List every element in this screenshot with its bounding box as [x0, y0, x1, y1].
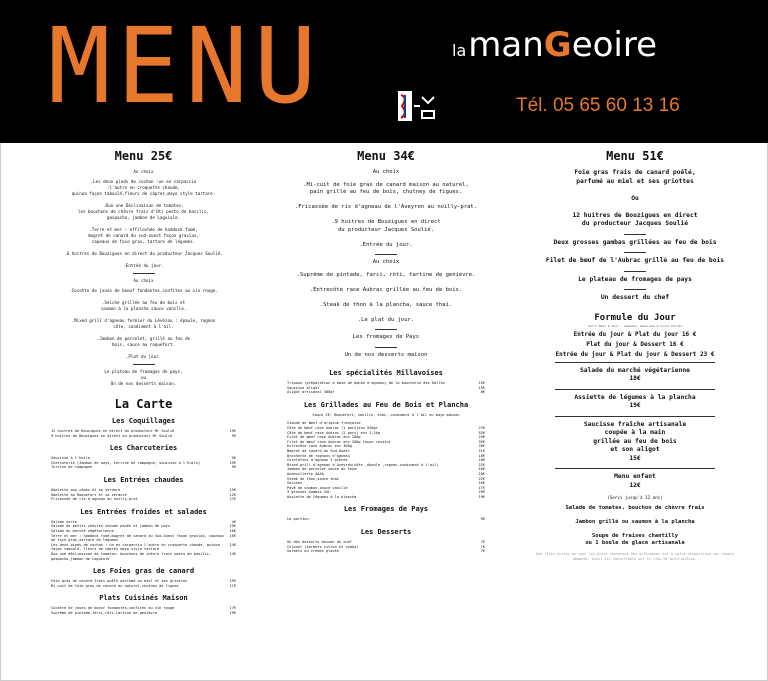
price-row [287, 517, 485, 522]
item-name: Duo une déclinaison de tomates: bouchons de chèvre frais pesto de basilic, gaspacho,jambon de Laguiole [51, 551, 212, 561]
item-price: 17€ [478, 485, 485, 490]
item-name: Cotelettes d'agneau 3 pièces [287, 458, 348, 463]
grillades-list [287, 421, 485, 499]
item-price: 17€ [229, 497, 236, 502]
item-name: Filet de bœuf race Aubrac env 200g [287, 435, 361, 440]
grillades-title: Les Grillades au Feu de Bois et Plancha [303, 400, 469, 409]
item-price: 26€ [478, 444, 485, 449]
divider [375, 254, 397, 255]
item-price: 14€ [229, 542, 236, 547]
item-name: Mi-cuit de foie gras de canard au naturel,chutney de figues [51, 583, 179, 588]
item-name: Filet de bœuf race Aubrac env 200g façon rossini [287, 439, 391, 444]
carte-sections [51, 417, 236, 615]
price-row [287, 495, 485, 500]
item-name: Foie gras de canard frais poêlé parfumé au miel et ses griottes [51, 579, 188, 584]
item-price: 19€ [478, 494, 485, 499]
price-row [51, 434, 236, 439]
item-price: 19€ [229, 429, 236, 433]
item-name: Cocotte de joues de boeuf fondantes,confites au vin rouge [51, 606, 175, 611]
item-name: Steak de thon,sauce thai [287, 476, 339, 481]
item-price: 15€ [229, 460, 236, 465]
divider [624, 271, 646, 272]
assiette-item: Assiette de légumes à la plancha 19€ [574, 393, 696, 409]
choice-label: Au choix [372, 259, 400, 265]
menu-51-title: Menu 51€ [606, 149, 664, 163]
formule-row: Plat du jour & Dessert 16 € [586, 340, 684, 348]
divider [555, 468, 715, 469]
item-price: 19€ [229, 610, 236, 615]
price-row [51, 611, 236, 616]
menu-34-column [287, 149, 485, 558]
item-price: 27€ [478, 425, 485, 430]
price-row [51, 584, 236, 589]
fromages-title: Les Fromages de Pays [343, 505, 429, 514]
divider [555, 389, 715, 390]
item-name: Pavé de saumon,sauce vanille [287, 485, 348, 490]
item-price: 12€ [229, 492, 236, 497]
carte-title: La Carte [114, 397, 173, 411]
item-name: Mixed grill d'agneau d'Aveyron(côte ,épaule ,rognon,condiment à l'ail) [287, 462, 439, 467]
menu-34-starters: .Mi-cuit de foie gras de canard maison au naturel, pain grillé au feu de bois, chutney de figues. .Fricassée de ris d'agneau de l'Aveyron au noilly-prat. .9 huitres de Bouzigues en direct du producteur Jacques Soulié. .Entrée du jour. [294, 181, 478, 248]
price-row [287, 549, 485, 554]
item-price: 7€ [480, 544, 485, 549]
divider [133, 364, 155, 365]
choice-label: Au choix [372, 169, 400, 175]
carte-section-list [51, 606, 236, 615]
specialites-list [287, 381, 485, 395]
divider [375, 347, 397, 348]
item-name: Saucisse aligot [287, 385, 320, 390]
salade-item: Salade du marché végétarienne 18€ [580, 366, 690, 382]
item-name: Saucisse à l'huile [51, 456, 90, 461]
menu-enfant: Menu enfant 12€ [614, 473, 656, 489]
price-row [51, 552, 236, 561]
menu-51-beef: Filet de bœuf de l'Aubrac grillé au feu de bois [545, 257, 725, 264]
restaurant-badge-icon [398, 91, 436, 121]
item-name: Suprême de pintade,farci,rôti,tartine de genièvre [51, 610, 158, 615]
carte-section-title: Les Coquillages [111, 417, 176, 425]
divider [624, 234, 646, 235]
menu-34-dessert: Un de nos desserts maison [344, 351, 428, 358]
item-price: 52€ [478, 430, 485, 435]
price-row [51, 465, 236, 470]
item-name: Andouillette AAAA [287, 471, 324, 476]
item-price: 29€ [478, 490, 485, 495]
item-price: 18€ [478, 453, 485, 458]
item-price: 18€ [229, 528, 236, 533]
item-name: Entrecôte race Aubrac env 300g [287, 444, 352, 449]
grillades-sauces: Sauce 2€: Roquefort, vanille, thai, condiment à l'ail ou mayo maison [312, 412, 460, 417]
item-name: Magret de canard du Sud-Ouest [287, 448, 350, 453]
item-price: 35€ [478, 439, 485, 444]
item-price: 16€ [478, 467, 485, 472]
item-name: Un des desserts maison du chef [287, 540, 352, 545]
menu-51-cheese: Le plateau de fromages de pays [578, 275, 692, 283]
formule-title: Formule du Jour [594, 312, 676, 323]
item-name: Salade verte [51, 519, 77, 524]
item-price: 15€ [478, 385, 485, 390]
item-price: 21€ [478, 448, 485, 453]
item-price: 17€ [229, 583, 236, 588]
item-name: Côte de bœuf race Aubrac (1 pers)env 550gr [287, 425, 378, 430]
restaurant-logo: lamanGeoire [452, 25, 658, 65]
menu-25-dessert: Le plateau de fromages de pays, ou Un de nos desserts maison. [104, 369, 183, 386]
item-name: Jambon de porcelet sauce au thym [287, 467, 357, 472]
carte-section-list [51, 429, 236, 438]
price-row [51, 497, 236, 502]
divider [624, 289, 646, 290]
item-price: 4€ [231, 519, 236, 524]
allergen-note: Une liste écrite de tous les plats contenant des allergènes est à votre disposition sur simple demande, ainsi est consultable sur le lieu de distribution. [535, 552, 735, 561]
item-name: Aligot artisanal 300gr [287, 390, 335, 395]
item-price: 16€ [229, 533, 236, 538]
item-price: 15€ [229, 487, 236, 492]
item-price: 9€ [231, 433, 236, 438]
carte-section-title: Les Entrées chaudes [103, 475, 184, 484]
item-name: Côte de bœuf race Aubrac (2 pers) env 1,2kg [287, 430, 381, 435]
menu-51-dessert: Un dessert du chef [600, 294, 670, 301]
item-name: Omelette aux cèpes et sa verdure [51, 487, 121, 492]
divider [375, 329, 397, 330]
item-name: La portion [287, 517, 309, 522]
item-name: Omelette au Roquefort et sa verdure [51, 492, 127, 497]
item-name: Les deux pieds de cochon : un en carpaccio l'autre en croquette chaude, quinoa façon taboulé, fleurs de câpres mayo style tartare [51, 542, 220, 552]
carte-section-title: Plats Cuisinés Maison [99, 594, 188, 603]
desserts-list [287, 540, 485, 554]
menu-34-cheese: Les fromages de Pays [352, 334, 420, 340]
item-name: Fricassée de ris d'agneau au noilly-prat [51, 497, 138, 502]
item-name: Salade de petits chèvres chauds panés et jambon de pays [51, 524, 170, 529]
item-price: 29€ [478, 435, 485, 440]
item-price: 9€ [231, 465, 236, 470]
item-price: 7€ [480, 540, 485, 545]
carte-section-title: Les Foies gras de canard [92, 567, 195, 576]
item-name: 12 huitres de Bouzigues en direct du producteur Mr Soulié [51, 429, 175, 433]
divider [555, 362, 715, 363]
item-name: Terre et mer : haddock fumé,magret de canard du Sud-Ouest façon gravlax, copeaux de foie gras,tartare de légumes [51, 533, 225, 543]
item-price: 8€ [480, 390, 485, 395]
menu-34-mains: .Suprême de pintade, farci, rôti, tartine de genièvre. .Entrecôte race Aubrac grillée au feu de bois. .Steak de thon à la plancha, sauce thai. .Le plat du jour. [296, 271, 476, 323]
formule-row: Entrée du jour & Plat du jour 16 € [573, 330, 697, 338]
formule-du-jour [535, 313, 735, 358]
menu-25-starters: .Les deux pieds de cochon :un en carpaccio :l'autre en croquette chaude, quinoa façon taboulé,fleurs de câpres,mayo style tartare. .Duo une Déclinaison de tomates, les bouchons de chèvre frais d'Oti pesto de basilic, gaspacho, jambon de Laguiole. .Terre et mer : effilochée de haddock fumé, magret de canard du sud-ouest façon gravlax, copeaux de foie gras, tartare de légumes. .6 huitres de Bouzigues en direct du producteur Jacques Soulié. .Entrée du jour. [64, 179, 223, 268]
divider [555, 416, 715, 417]
item-name: Assiette de légumes à la plancha [287, 494, 357, 499]
header-banner [0, 0, 768, 143]
choice-label: Au choix [133, 169, 154, 174]
menu-title: MENU [48, 5, 323, 127]
item-name: Viande de bœuf d'origine française [287, 421, 361, 426]
carte-section-list [51, 579, 236, 588]
price-row [51, 543, 236, 552]
price-row [287, 390, 485, 395]
carte-section-title: Les Charcuteries [109, 444, 178, 453]
specialites-title: Les spécialités Millavoises [329, 369, 443, 377]
item-price: 18€ [478, 471, 485, 476]
item-name: Sorbets ou crèmes glacés [287, 549, 339, 554]
item-price: 18€ [478, 458, 485, 463]
formule-hint: Servi Midi & Soir - Semaine, Week-end & Jours Fériés [588, 323, 682, 328]
menu-enfant-items: Salade de tomates, bouchon de chèvre frais Jambon grillé ou saumon à la plancha Soupe de fraises chantilly ou 1 boule de glace artisanale [565, 505, 705, 546]
menu-25-mains: .Cocotte de joues de boeuf fondantes,confites au vin rouge. .Seiche grillée au feu de bois et saumon à la plancha sauce vanille. .Mixed grill d'agneau fermier du Lévézou : épaule, rognon côte, condiment à l'ail. .Jambon de porcelet, grillé au feu de bois, sauce au roquefort. .Plat du jour. [69, 288, 218, 359]
fromages-list [287, 517, 485, 522]
item-name: Tripoux (préparation à base de panse d'agneau) de la boucherie des Halles [287, 381, 445, 385]
item-price: 19€ [229, 579, 236, 584]
desserts-title: Les Desserts [360, 528, 412, 537]
divider [133, 273, 155, 274]
carte-section-list [51, 520, 236, 561]
price-row [51, 534, 236, 543]
carte-section-title: Les Entrées froides et salades [80, 507, 207, 516]
item-price: 16€ [478, 481, 485, 486]
item-price: 15€ [229, 524, 236, 529]
item-name: Salade du marché végétarienne [51, 528, 114, 533]
menu-51-gambas: Deux grosses gambas grillées au feu de bois [553, 238, 717, 246]
choice-label: Au choix [133, 278, 154, 283]
item-price: 14€ [229, 551, 236, 556]
carte-section-list [51, 488, 236, 502]
menu-51-starter: Foie gras frais de canard poêlé, parfumé au miel et ses griottes Ou 12 huitres de Bouzigues en direct du producteur Jacques Soulié [572, 169, 698, 227]
item-name: Terrine de campagne [51, 465, 93, 470]
item-name: Colonel (sorbets citron et vodka) [287, 544, 359, 549]
item-price: 22€ [478, 476, 485, 481]
item-name: 9 huitres de Bouzigues en direct du producteur Mr Soulié [51, 433, 173, 438]
item-price: 17€ [229, 606, 236, 611]
item-price: 7€ [480, 549, 485, 554]
item-name: 3 grosses Gambas XXL [287, 490, 331, 495]
item-name: Brochette de rognons d'agneau [287, 453, 350, 458]
item-price: 9€ [231, 456, 236, 461]
item-price: 9€ [480, 517, 485, 522]
menu-25-column [51, 149, 236, 619]
phone-number: Tél. 05 65 60 13 16 [516, 95, 680, 116]
menu-25-title: Menu 25€ [114, 149, 173, 163]
saucisse-item: Saucisse fraîche artisanale coupée à la main grillée au feu de bois et son aligot 15€ [583, 420, 687, 462]
formule-row: Entrée du jour & Plat du jour & Dessert 23 € [555, 350, 715, 358]
item-price: 22€ [478, 462, 485, 467]
carte-section-list [51, 456, 236, 470]
menu-page [0, 143, 768, 681]
divider [624, 252, 646, 253]
menu-34-title: Menu 34€ [357, 149, 415, 163]
item-name: Seiches [287, 481, 303, 486]
menu-51-column [535, 149, 735, 561]
item-price: 15€ [478, 381, 485, 385]
menu-enfant-note: (Servi jusqu'à 12 ans) [607, 495, 663, 500]
item-name: Charcuterie (Jambon de pays, terrine de campagne, saucisse à l'huile) [51, 460, 201, 465]
